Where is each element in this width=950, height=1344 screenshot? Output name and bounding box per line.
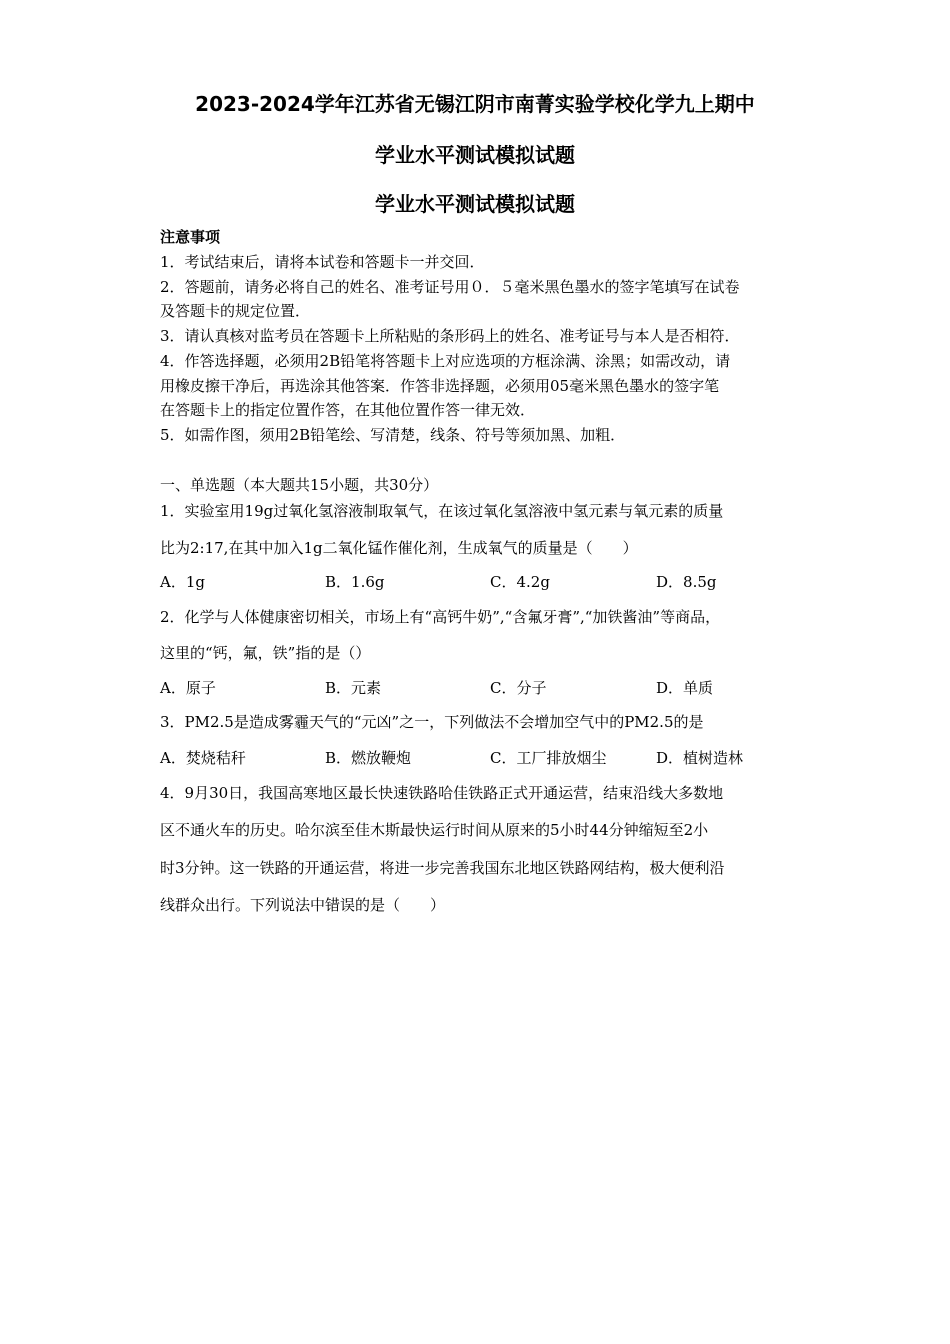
question-4-line-4: 线群众出行。下列说法中错误的是（ ）: [160, 896, 446, 914]
question-1-option-a: A．1g: [160, 573, 205, 591]
title-line-1: 2023-2024学年江苏省无锡江阴市南菁实验学校化学九上期中: [195, 92, 755, 116]
notice-item: 及答题卡的规定位置．: [160, 302, 311, 320]
question-3-option-d: D．植树造林: [656, 749, 744, 767]
notice-heading: 注意事项: [160, 228, 221, 246]
question-4-line-1: 4．9月30日，我国高寒地区最长快速铁路哈佳铁路正式开通运营，结束沿线大多数地: [160, 784, 724, 802]
question-2-line-2: 这里的“钙，氟，铁”指的是（）: [160, 644, 371, 662]
question-4-line-2: 区不通火车的历史。哈尔滨至佳木斯最快运行时间从原来的5小时44分钟缩短至2小: [160, 821, 709, 839]
question-2-option-b: B．元素: [325, 679, 382, 697]
notice-item: 在答题卡上的指定位置作答，在其他位置作答一律无效．: [160, 401, 536, 419]
question-1-option-d: D．8.5g: [656, 573, 717, 591]
question-4-line-3: 时3分钟。这一铁路的开通运营，将进一步完善我国东北地区铁路网结构，极大便利沿: [160, 859, 725, 877]
notice-item: 2．答题前，请务必将自己的姓名、准考证号用０．５毫米黑色墨水的签字笔填写在试卷: [160, 278, 740, 296]
question-1-option-b: B．1.6g: [325, 573, 385, 591]
question-3-option-a: A．焚烧秸秆: [160, 749, 246, 767]
title-line-2: 学业水平测试模拟试题: [375, 143, 575, 167]
question-1-line-2: 比为2:17,在其中加入1g二氧化锰作催化剂，生成氧气的质量是（ ）: [160, 539, 638, 557]
section-heading: 一、单选题（本大题共15小题，共30分）: [160, 476, 439, 494]
title-line-3: 学业水平测试模拟试题: [375, 192, 575, 216]
notice-item: 1．考试结束后，请将本试卷和答题卡一并交回．: [160, 253, 485, 271]
question-1-option-c: C．4.2g: [490, 573, 550, 591]
question-2-option-a: A．原子: [160, 679, 216, 697]
notice-item: 4．作答选择题，必须用2B铅笔将答题卡上对应选项的方框涂满、涂黑；如需改动，请: [160, 352, 731, 370]
question-3-line-1: 3．PM2.5是造成雾霾天气的“元凶”之一，下列做法不会增加空气中的PM2.5的是: [160, 713, 704, 731]
notice-item: 用橡皮擦干净后，再选涂其他答案．作答非选择题，必须用05毫米黑色墨水的签字笔: [160, 377, 720, 395]
question-2-line-1: 2．化学与人体健康密切相关，市场上有“高钙牛奶”,“含氟牙膏”,“加铁酱油”等商品，: [160, 608, 721, 626]
notice-item: 3．请认真核对监考员在答题卡上所粘贴的条形码上的姓名、准考证号与本人是否相符．: [160, 327, 740, 345]
notice-item: 5．如需作图，须用2B铅笔绘、写清楚，线条、符号等须加黑、加粗．: [160, 426, 626, 444]
question-3-option-b: B．燃放鞭炮: [325, 749, 412, 767]
question-1-line-1: 1．实验室用19g过氧化氢溶液制取氧气，在该过氧化氢溶液中氢元素与氧元素的质量: [160, 502, 724, 520]
question-2-option-d: D．单质: [656, 679, 714, 697]
question-2-option-c: C．分子: [490, 679, 547, 697]
question-3-option-c: C．工厂排放烟尘: [490, 749, 607, 767]
